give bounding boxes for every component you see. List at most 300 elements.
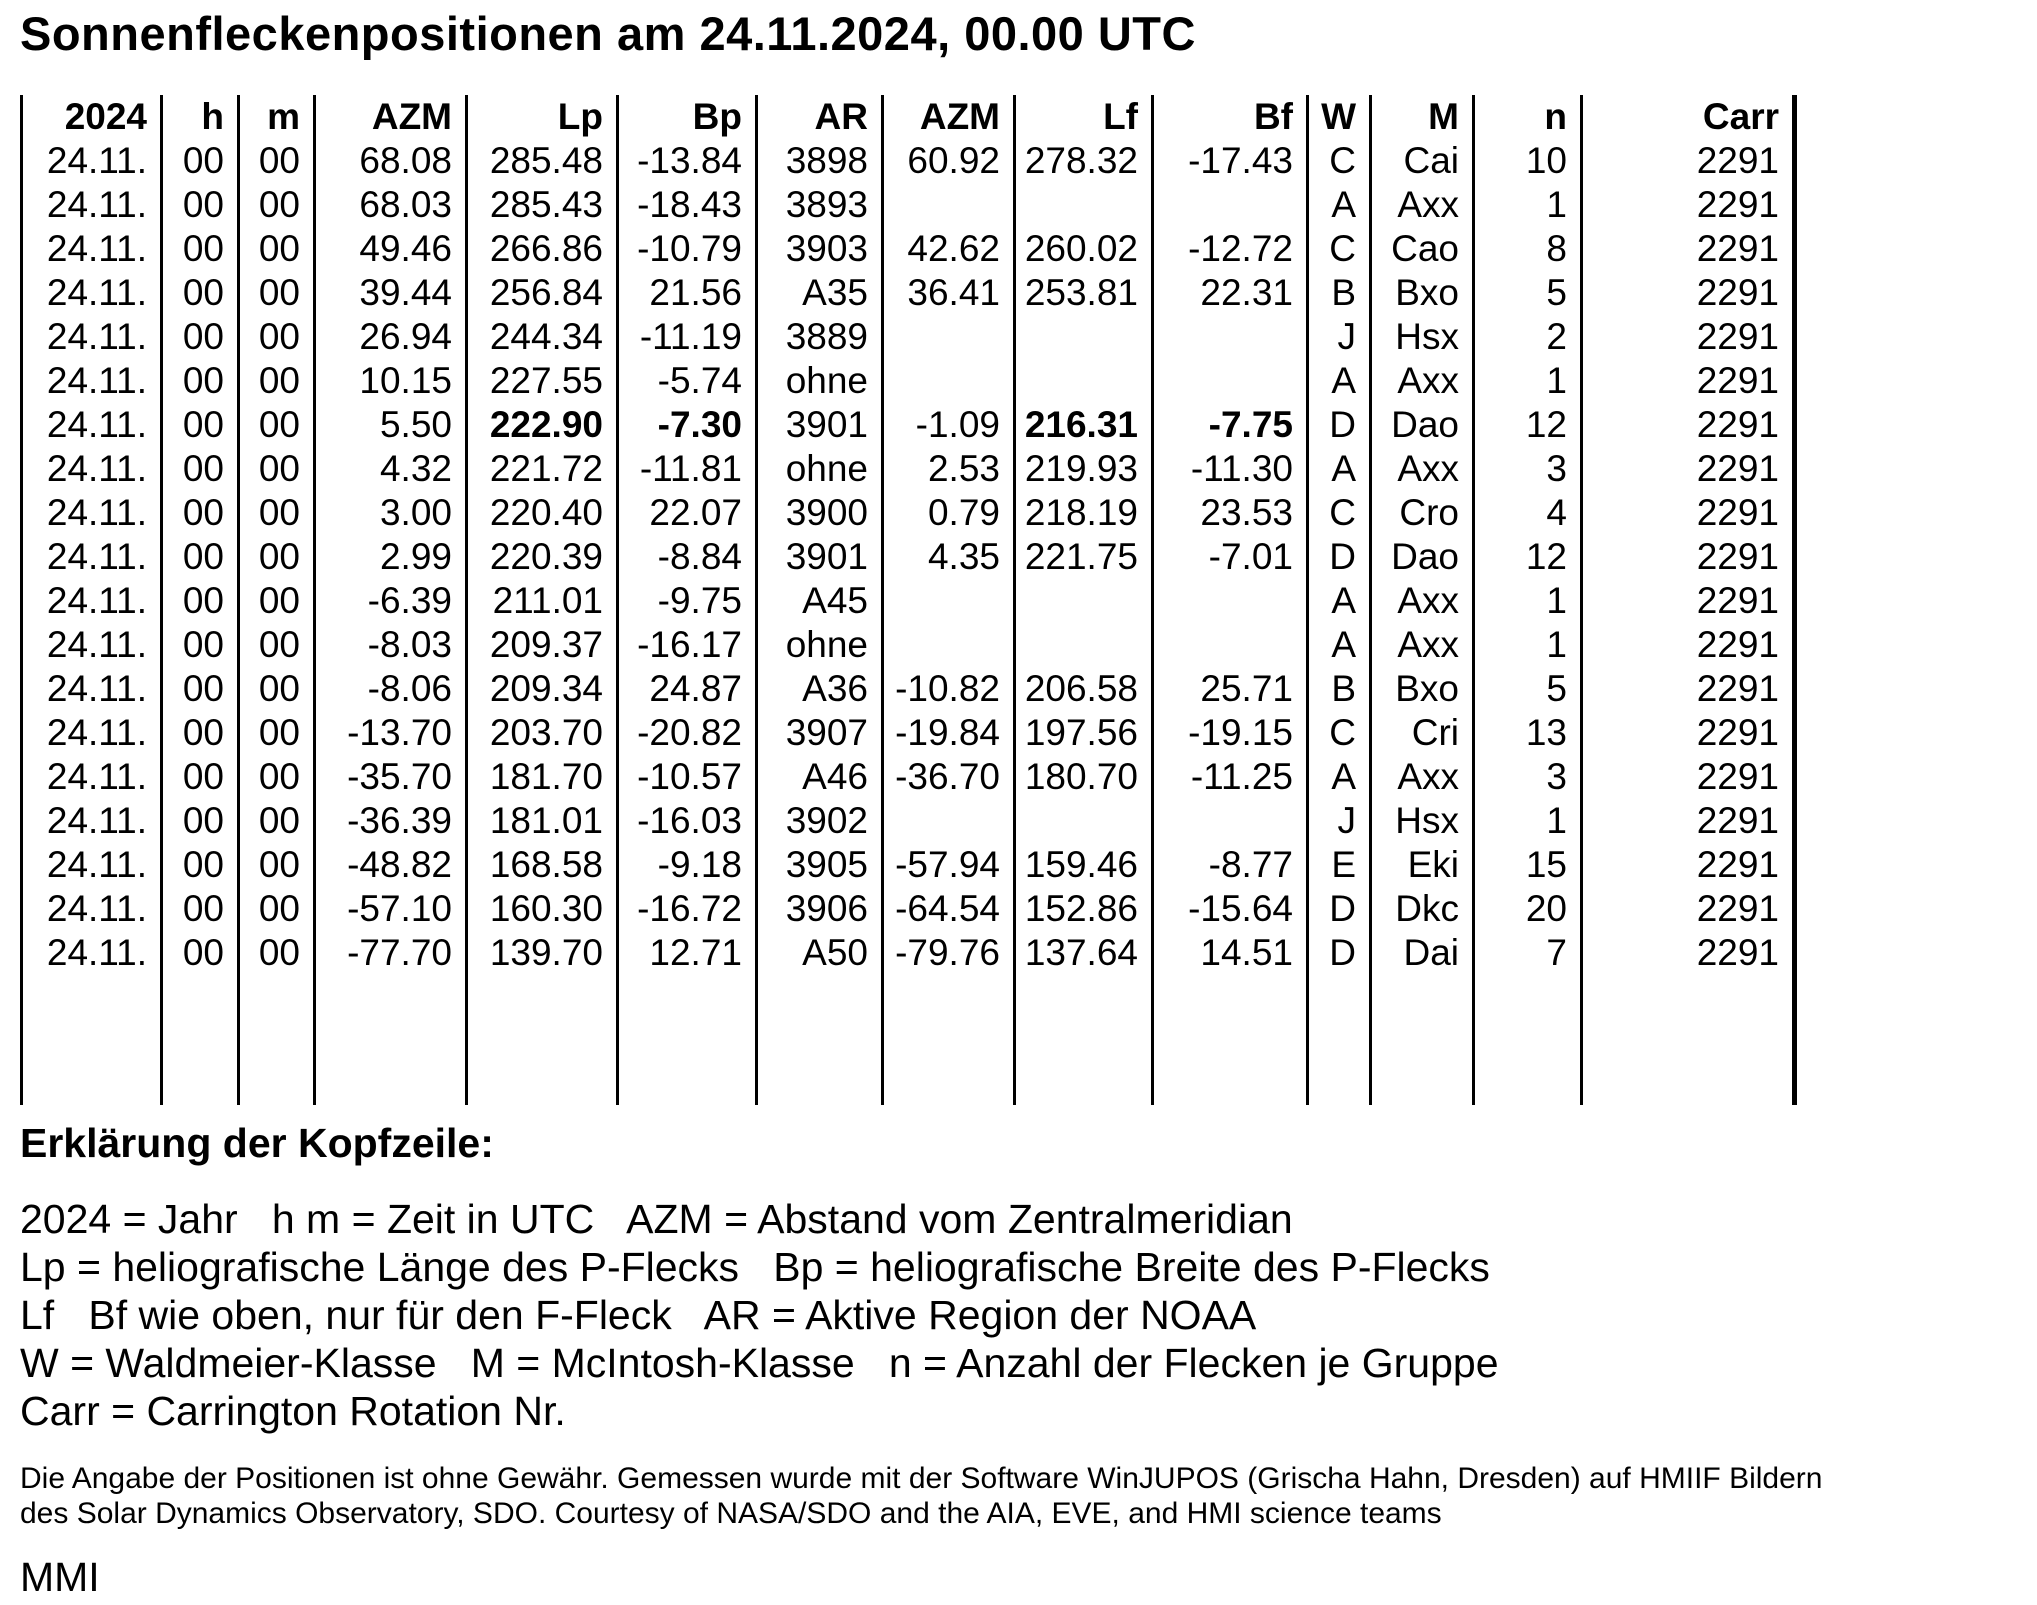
table-cell: 2291 — [1582, 447, 1795, 491]
table-cell: -19.84 — [883, 711, 1015, 755]
table-cell: 3898 — [757, 139, 883, 183]
table-cell — [883, 315, 1015, 359]
table-filler-cell — [162, 975, 239, 1105]
table-cell: 20 — [1474, 887, 1582, 931]
table-cell: 2291 — [1582, 183, 1795, 227]
table-cell — [1153, 799, 1308, 843]
table-cell: Dkc — [1371, 887, 1474, 931]
table-cell: 00 — [239, 843, 315, 887]
table-cell: -17.43 — [1153, 139, 1308, 183]
table-cell: 39.44 — [315, 271, 467, 315]
table-cell: 3 — [1474, 755, 1582, 799]
table-cell: -36.39 — [315, 799, 467, 843]
table-cell: 68.03 — [315, 183, 467, 227]
table-cell: 24.11. — [22, 359, 162, 403]
table-cell: -8.03 — [315, 623, 467, 667]
table-cell: 5 — [1474, 667, 1582, 711]
table-filler-cell — [1582, 975, 1795, 1105]
table-cell: -11.19 — [618, 315, 757, 359]
table-cell: 7 — [1474, 931, 1582, 975]
table-row — [22, 359, 1795, 403]
table-cell: 2291 — [1582, 139, 1795, 183]
table-cell: 13 — [1474, 711, 1582, 755]
table-cell: 00 — [162, 359, 239, 403]
table-cell: 211.01 — [467, 579, 618, 623]
table-cell: 220.39 — [467, 535, 618, 579]
table-cell — [883, 579, 1015, 623]
table-cell: 285.48 — [467, 139, 618, 183]
disclaimer-line-1: Die Angabe der Positionen ist ohne Gewähr. Gemessen wurde mit der Software WinJUPOS (Grischa Hahn, Dresden) auf HMIIF Bildern — [20, 1462, 1823, 1495]
column-header-bp: Bp — [618, 95, 757, 139]
table-cell: 2291 — [1582, 579, 1795, 623]
table-cell: 12 — [1474, 403, 1582, 447]
table-cell: 60.92 — [883, 139, 1015, 183]
table-cell — [1015, 183, 1153, 227]
table-cell: 25.71 — [1153, 667, 1308, 711]
table-cell: 24.11. — [22, 667, 162, 711]
table-filler-cell — [1371, 975, 1474, 1105]
table-cell: 00 — [162, 799, 239, 843]
table-cell: 24.11. — [22, 271, 162, 315]
table-cell: C — [1308, 227, 1371, 271]
table-row — [22, 227, 1795, 271]
table-cell: -35.70 — [315, 755, 467, 799]
table-cell: 4 — [1474, 491, 1582, 535]
table-cell: C — [1308, 711, 1371, 755]
table-cell: -8.06 — [315, 667, 467, 711]
table-cell: 3901 — [757, 403, 883, 447]
table-cell: 42.62 — [883, 227, 1015, 271]
table-cell: C — [1308, 139, 1371, 183]
table-cell: 222.90 — [467, 403, 618, 447]
table-row — [22, 667, 1795, 711]
column-header-n: n — [1474, 95, 1582, 139]
table-cell: 0.79 — [883, 491, 1015, 535]
table-cell: B — [1308, 667, 1371, 711]
table-cell: 152.86 — [1015, 887, 1153, 931]
table-cell: A45 — [757, 579, 883, 623]
table-cell: 244.34 — [467, 315, 618, 359]
table-cell — [1153, 183, 1308, 227]
table-filler-row — [22, 975, 1795, 1105]
table-cell: 260.02 — [1015, 227, 1153, 271]
table-cell: 00 — [162, 667, 239, 711]
table-cell: Cri — [1371, 711, 1474, 755]
table-cell: 2.99 — [315, 535, 467, 579]
table-cell: 00 — [239, 579, 315, 623]
table-row — [22, 315, 1795, 359]
table-cell: 137.64 — [1015, 931, 1153, 975]
column-header-m: M — [1371, 95, 1474, 139]
table-cell: Dao — [1371, 535, 1474, 579]
table-cell: 24.11. — [22, 931, 162, 975]
table-cell: 1 — [1474, 579, 1582, 623]
column-header-ar: AR — [757, 95, 883, 139]
page-title: Sonnenfleckenpositionen am 24.11.2024, 00.00 UTC — [20, 7, 1196, 60]
table-cell: -8.84 — [618, 535, 757, 579]
table-cell: D — [1308, 887, 1371, 931]
table-cell: 203.70 — [467, 711, 618, 755]
table-cell: 24.11. — [22, 535, 162, 579]
table-cell: 2291 — [1582, 623, 1795, 667]
table-cell: 00 — [239, 535, 315, 579]
table-cell: -6.39 — [315, 579, 467, 623]
table-cell: 00 — [239, 623, 315, 667]
table-cell: -10.57 — [618, 755, 757, 799]
table-cell: 218.19 — [1015, 491, 1153, 535]
table-cell — [883, 623, 1015, 667]
table-cell: 253.81 — [1015, 271, 1153, 315]
table-cell: 00 — [162, 755, 239, 799]
table-cell: A — [1308, 447, 1371, 491]
table-cell: 160.30 — [467, 887, 618, 931]
table-row — [22, 447, 1795, 491]
table-cell: 256.84 — [467, 271, 618, 315]
table-cell: 10 — [1474, 139, 1582, 183]
explanation-line: W = Waldmeier-Klasse M = McIntosh-Klasse n = Anzahl der Flecken je Gruppe — [20, 1340, 1499, 1386]
table-cell: 2291 — [1582, 227, 1795, 271]
table-cell: -11.25 — [1153, 755, 1308, 799]
table-cell: 221.72 — [467, 447, 618, 491]
table-cell: 266.86 — [467, 227, 618, 271]
table-cell: 285.43 — [467, 183, 618, 227]
table-cell: Cao — [1371, 227, 1474, 271]
table-cell: A — [1308, 359, 1371, 403]
table-cell — [1153, 579, 1308, 623]
table-cell: 216.31 — [1015, 403, 1153, 447]
footer-initials: MMI — [20, 1554, 100, 1600]
table-cell: -15.64 — [1153, 887, 1308, 931]
table-cell: 14.51 — [1153, 931, 1308, 975]
table-cell: -19.15 — [1153, 711, 1308, 755]
table-cell: 3906 — [757, 887, 883, 931]
table-cell: 00 — [239, 887, 315, 931]
table-cell: -1.09 — [883, 403, 1015, 447]
table-cell: Bxo — [1371, 271, 1474, 315]
table-cell: 168.58 — [467, 843, 618, 887]
table-filler-cell — [757, 975, 883, 1105]
table-cell: -64.54 — [883, 887, 1015, 931]
table-cell: B — [1308, 271, 1371, 315]
table-cell: -16.72 — [618, 887, 757, 931]
table-cell: D — [1308, 403, 1371, 447]
table-cell: 3893 — [757, 183, 883, 227]
table-cell: 24.11. — [22, 755, 162, 799]
table-cell: Axx — [1371, 579, 1474, 623]
table-cell: -13.70 — [315, 711, 467, 755]
table-cell: 181.01 — [467, 799, 618, 843]
table-cell: 3901 — [757, 535, 883, 579]
table-cell: 22.07 — [618, 491, 757, 535]
table-cell: Cai — [1371, 139, 1474, 183]
table-cell: 139.70 — [467, 931, 618, 975]
table-filler-cell — [1474, 975, 1582, 1105]
table-cell: 22.31 — [1153, 271, 1308, 315]
table-cell: -7.30 — [618, 403, 757, 447]
table-cell: 24.11. — [22, 799, 162, 843]
table-cell: -57.10 — [315, 887, 467, 931]
table-cell — [1153, 315, 1308, 359]
table-cell: 5.50 — [315, 403, 467, 447]
table-cell: -10.82 — [883, 667, 1015, 711]
table-cell: -10.79 — [618, 227, 757, 271]
sunspot-position-table — [20, 95, 1797, 1105]
table-cell: 3900 — [757, 491, 883, 535]
table-cell: A — [1308, 623, 1371, 667]
table-row — [22, 623, 1795, 667]
table-cell: -11.81 — [618, 447, 757, 491]
table-cell: 1 — [1474, 359, 1582, 403]
table-filler-cell — [618, 975, 757, 1105]
table-filler-cell — [315, 975, 467, 1105]
table-cell: -12.72 — [1153, 227, 1308, 271]
table-cell: 8 — [1474, 227, 1582, 271]
column-header-year: 2024 — [22, 95, 162, 139]
table-cell: -79.76 — [883, 931, 1015, 975]
table-cell: A50 — [757, 931, 883, 975]
table-cell: 24.11. — [22, 315, 162, 359]
column-header-w: W — [1308, 95, 1371, 139]
explanation-line: Lp = heliografische Länge des P-Flecks Bp = heliografische Breite des P-Flecks — [20, 1244, 1490, 1290]
table-cell: 00 — [162, 403, 239, 447]
table-cell: -48.82 — [315, 843, 467, 887]
table-cell: 36.41 — [883, 271, 1015, 315]
table-cell: 5 — [1474, 271, 1582, 315]
table-filler-cell — [239, 975, 315, 1105]
table-cell: A — [1308, 183, 1371, 227]
table-cell — [1015, 359, 1153, 403]
table-cell: 00 — [239, 931, 315, 975]
table-cell: 3907 — [757, 711, 883, 755]
explanation-line: 2024 = Jahr h m = Zeit in UTC AZM = Abstand vom Zentralmeridian — [20, 1196, 1293, 1242]
table-cell: 2291 — [1582, 931, 1795, 975]
table-filler-cell — [22, 975, 162, 1105]
table-cell: 68.08 — [315, 139, 467, 183]
table-filler-cell — [467, 975, 618, 1105]
table-cell: 2291 — [1582, 711, 1795, 755]
table-cell: Hsx — [1371, 799, 1474, 843]
table-cell: ohne — [757, 359, 883, 403]
table-cell: Axx — [1371, 623, 1474, 667]
table-cell: 278.32 — [1015, 139, 1153, 183]
table-cell: -11.30 — [1153, 447, 1308, 491]
table-cell: Axx — [1371, 755, 1474, 799]
table-cell: 2291 — [1582, 359, 1795, 403]
table-body — [22, 139, 1795, 1105]
column-header-lp: Lp — [467, 95, 618, 139]
table-row — [22, 579, 1795, 623]
table-row — [22, 271, 1795, 315]
table-cell: 3.00 — [315, 491, 467, 535]
table-cell: -7.75 — [1153, 403, 1308, 447]
table-cell: 24.11. — [22, 491, 162, 535]
table-cell — [883, 799, 1015, 843]
table-cell: 2 — [1474, 315, 1582, 359]
table-cell: 2291 — [1582, 271, 1795, 315]
table-cell: 00 — [162, 931, 239, 975]
table-cell: -20.82 — [618, 711, 757, 755]
table-cell: 181.70 — [467, 755, 618, 799]
table-cell — [883, 359, 1015, 403]
table-cell: 4.35 — [883, 535, 1015, 579]
table-cell: 2291 — [1582, 403, 1795, 447]
table-cell: 227.55 — [467, 359, 618, 403]
table-cell: 24.11. — [22, 139, 162, 183]
table-cell: -9.18 — [618, 843, 757, 887]
table-cell — [1015, 579, 1153, 623]
table-cell: Axx — [1371, 183, 1474, 227]
table-row — [22, 755, 1795, 799]
table-cell: 00 — [162, 271, 239, 315]
table-filler-cell — [1015, 975, 1153, 1105]
table-cell: J — [1308, 315, 1371, 359]
table-row — [22, 491, 1795, 535]
table-cell: A36 — [757, 667, 883, 711]
table-cell: 00 — [239, 799, 315, 843]
table-cell: -57.94 — [883, 843, 1015, 887]
table-cell: 21.56 — [618, 271, 757, 315]
table-cell: 49.46 — [315, 227, 467, 271]
table-cell: 2291 — [1582, 755, 1795, 799]
table-cell: Axx — [1371, 359, 1474, 403]
table-cell: 3903 — [757, 227, 883, 271]
table-cell: D — [1308, 931, 1371, 975]
table-cell: 2291 — [1582, 315, 1795, 359]
table-cell: 219.93 — [1015, 447, 1153, 491]
column-header-carr: Carr — [1582, 95, 1795, 139]
table-cell: 2291 — [1582, 843, 1795, 887]
table-cell: 3 — [1474, 447, 1582, 491]
table-cell: E — [1308, 843, 1371, 887]
table-cell: 26.94 — [315, 315, 467, 359]
table-cell — [1153, 359, 1308, 403]
table-cell: 12.71 — [618, 931, 757, 975]
table-cell: A35 — [757, 271, 883, 315]
table-cell: Dao — [1371, 403, 1474, 447]
table-row — [22, 183, 1795, 227]
table-cell: 00 — [162, 711, 239, 755]
column-header-minute: m — [239, 95, 315, 139]
table-cell: A — [1308, 579, 1371, 623]
table-cell: 00 — [162, 447, 239, 491]
explanation-line: Carr = Carrington Rotation Nr. — [20, 1388, 566, 1434]
table-row — [22, 799, 1795, 843]
table-cell: 3905 — [757, 843, 883, 887]
table-cell: 2291 — [1582, 535, 1795, 579]
table-cell: -16.03 — [618, 799, 757, 843]
table-cell: 197.56 — [1015, 711, 1153, 755]
table-cell: 00 — [162, 843, 239, 887]
table-cell: 1 — [1474, 183, 1582, 227]
explanation-block — [20, 1195, 2037, 1435]
table-cell: 00 — [239, 227, 315, 271]
table-cell: C — [1308, 491, 1371, 535]
table-cell: 24.11. — [22, 579, 162, 623]
table-cell: -13.84 — [618, 139, 757, 183]
table-row — [22, 535, 1795, 579]
table-cell: 00 — [162, 579, 239, 623]
table-cell: 2291 — [1582, 667, 1795, 711]
table-cell — [1015, 799, 1153, 843]
table-cell: Dai — [1371, 931, 1474, 975]
explanation-line: Lf Bf wie oben, nur für den F-Fleck AR = Aktive Region der NOAA — [20, 1292, 1257, 1338]
table-cell: 221.75 — [1015, 535, 1153, 579]
table-cell — [883, 183, 1015, 227]
table-cell: 00 — [162, 887, 239, 931]
table-cell: D — [1308, 535, 1371, 579]
column-header-azm-f: AZM — [883, 95, 1015, 139]
table-cell: 2291 — [1582, 887, 1795, 931]
table-cell: 24.11. — [22, 227, 162, 271]
table-cell: 00 — [239, 403, 315, 447]
table-cell: 209.37 — [467, 623, 618, 667]
table-cell: Hsx — [1371, 315, 1474, 359]
table-cell: 23.53 — [1153, 491, 1308, 535]
table-cell: ohne — [757, 447, 883, 491]
column-header-lf: Lf — [1015, 95, 1153, 139]
table-cell: 00 — [162, 183, 239, 227]
table-cell: 00 — [239, 183, 315, 227]
table-cell: 00 — [162, 623, 239, 667]
table-cell: 24.11. — [22, 183, 162, 227]
table-cell: 00 — [239, 491, 315, 535]
disclaimer-line-2: des Solar Dynamics Observatory, SDO. Courtesy of NASA/SDO and the AIA, EVE, and HMI science teams — [20, 1497, 1442, 1530]
table-cell: 15 — [1474, 843, 1582, 887]
table-cell: 00 — [239, 359, 315, 403]
table-cell: 206.58 — [1015, 667, 1153, 711]
table-cell: Axx — [1371, 447, 1474, 491]
table-cell: -77.70 — [315, 931, 467, 975]
table-cell: -7.01 — [1153, 535, 1308, 579]
table-row — [22, 711, 1795, 755]
table-cell: J — [1308, 799, 1371, 843]
table-cell: Eki — [1371, 843, 1474, 887]
disclaimer-text — [20, 1461, 2037, 1531]
table-cell: 2291 — [1582, 799, 1795, 843]
table-cell: Cro — [1371, 491, 1474, 535]
table-cell: 3889 — [757, 315, 883, 359]
table-row — [22, 139, 1795, 183]
table-cell: 3902 — [757, 799, 883, 843]
table-cell — [1153, 623, 1308, 667]
table-cell: -36.70 — [883, 755, 1015, 799]
table-row — [22, 403, 1795, 447]
table-cell: 24.11. — [22, 623, 162, 667]
table-cell: A46 — [757, 755, 883, 799]
table-cell: -9.75 — [618, 579, 757, 623]
table-cell: Bxo — [1371, 667, 1474, 711]
table-cell: 209.34 — [467, 667, 618, 711]
table-cell: ohne — [757, 623, 883, 667]
table-cell: 24.11. — [22, 843, 162, 887]
table-filler-cell — [1308, 975, 1371, 1105]
column-header-azm-p: AZM — [315, 95, 467, 139]
table-cell: 4.32 — [315, 447, 467, 491]
table-cell: 24.11. — [22, 711, 162, 755]
table-cell: 00 — [162, 491, 239, 535]
table-cell: 2.53 — [883, 447, 1015, 491]
table-cell: A — [1308, 755, 1371, 799]
table-cell: 24.87 — [618, 667, 757, 711]
table-cell: 12 — [1474, 535, 1582, 579]
column-header-bf: Bf — [1153, 95, 1308, 139]
table-cell: 24.11. — [22, 447, 162, 491]
table-cell: 24.11. — [22, 887, 162, 931]
explanation-heading: Erklärung der Kopfzeile: — [20, 1120, 494, 1166]
table-cell — [1015, 623, 1153, 667]
table-cell: 1 — [1474, 799, 1582, 843]
table-cell: 2291 — [1582, 491, 1795, 535]
